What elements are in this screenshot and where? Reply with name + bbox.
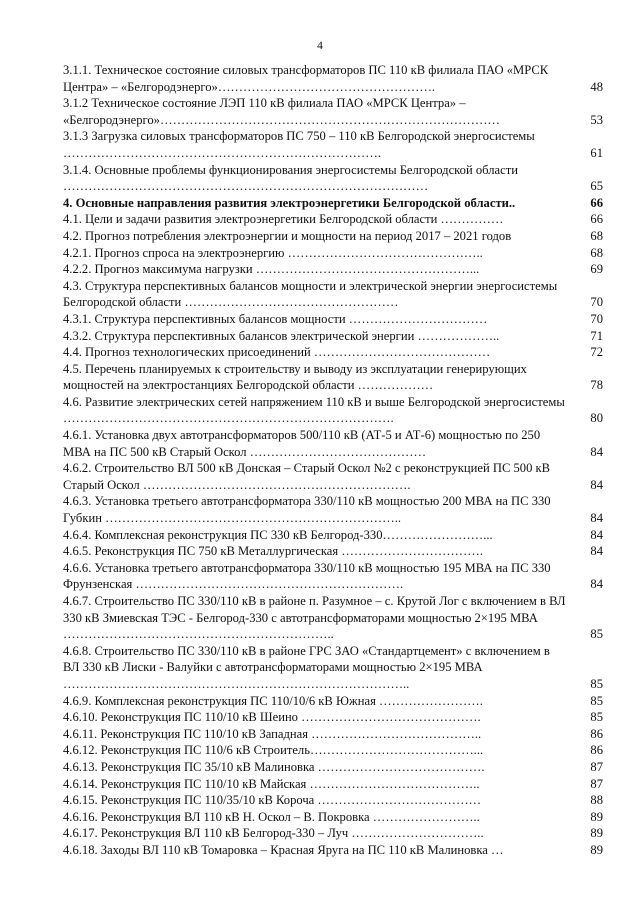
toc-entry-page: 89 xyxy=(590,809,603,824)
toc-entry-page: 85 xyxy=(590,627,603,642)
toc-entry xyxy=(63,62,603,95)
toc-entry xyxy=(63,842,603,859)
toc-entry-page: 68 xyxy=(590,245,603,260)
toc-entry-title: 3.1.4. Основные проблемы функционирования энергосистемы Белгородской области …………………………………………………………………………… xyxy=(63,162,518,194)
toc-entry-page: 80 xyxy=(590,411,603,426)
toc-entry-title: 4.6.1. Установка двух автотрансформаторов 500/110 кВ (АТ-5 и АТ-6) мощностью по 250 МВА на ПС 500 кВ Старый Оскол …………………………………… xyxy=(63,428,541,459)
toc-entry-title: 4.4. Прогноз технологических присоединений …………………………………… xyxy=(63,345,491,360)
toc-entry-page: 70 xyxy=(590,295,603,310)
toc-entry-page: 88 xyxy=(590,793,603,808)
toc-entry-page: 84 xyxy=(590,477,603,492)
page-number: 4 xyxy=(317,40,323,52)
toc-entry-page: 89 xyxy=(590,842,603,857)
toc-entry-title: 4.6.5. Реконструкция ПС 750 кВ Металлургическая ……………………………. xyxy=(63,544,484,559)
toc-entry-page: 84 xyxy=(590,444,603,459)
toc-entry xyxy=(63,643,603,693)
toc-entry-page: 84 xyxy=(590,511,603,526)
toc-entry xyxy=(63,195,603,212)
toc-entry-title: 3.1.1. Техническое состояние силовых трансформаторов ПС 110 кВ филиала ПАО «МРСК Центра» – «Белгородэнерго»……………………………………………. xyxy=(63,63,549,94)
toc-entry-title: 4.6.4. Комплексная реконструкция ПС 330 кВ Белгород-330……………………... xyxy=(63,527,493,542)
toc-entry-title: 3.1.2 Техническое состояние ЛЭП 110 кВ филиала ПАО «МРСК Центра» – «Белгородэнерго»……………………………………………………………………… xyxy=(63,96,501,127)
toc-entry xyxy=(63,245,603,262)
toc-entry-page: 61 xyxy=(590,145,603,160)
toc-entry-page: 87 xyxy=(590,776,603,791)
toc-entry xyxy=(63,344,603,361)
toc-entry xyxy=(63,809,603,826)
toc-entry-page: 68 xyxy=(590,228,603,243)
toc-entry-title: 4.6.14. Реконструкция ПС 110/10 кВ Майская ………………………………….. xyxy=(63,776,480,791)
toc-entry xyxy=(63,742,603,759)
toc-entry-page: 69 xyxy=(590,262,603,277)
toc-entry-title: 4.3.1. Структура перспективных балансов мощности …………………………… xyxy=(63,311,488,326)
toc-entry-title: 4.3. Структура перспективных балансов мощности и электрической энергии энергосистемы Белгородской области …………………………………………… xyxy=(63,278,558,310)
toc-entry-page: 84 xyxy=(590,544,603,559)
toc-entry-title: 4.6.11. Реконструкция ПС 110/10 кВ Западная ………………………………….. xyxy=(63,726,482,741)
toc-entry-title: 4.6.8. Строительство ПС 330/110 кВ в районе ГРС ЗАО «Стандартцемент» с включением в ВЛ 330 кВ Лиски - Валуйки с автотрансформаторами мощностью 2×195 МВА ……………………………………………………………………….. xyxy=(63,643,550,691)
toc-entry-title: 4.6.16. Реконструкция ВЛ 110 кВ Н. Оскол – В. Покровка …………………….. xyxy=(63,809,480,824)
toc-entry xyxy=(63,311,603,328)
toc-entry xyxy=(63,709,603,726)
toc-entry xyxy=(63,493,603,526)
toc-entry-page: 72 xyxy=(590,345,603,360)
toc-entry xyxy=(63,593,603,643)
toc-entry-title: 4.6.13. Реконструкция ПС 35/10 кВ Малиновка …………………………………. xyxy=(63,759,485,774)
toc-entry-page: 78 xyxy=(590,378,603,393)
toc-entry-title: 4.2. Прогноз потребления электроэнергии и мощности на период 2017 – 2021 годов xyxy=(63,228,512,243)
toc-entry-page: 86 xyxy=(590,726,603,741)
toc-entry xyxy=(63,162,603,195)
toc-entry-page: 89 xyxy=(590,826,603,841)
toc-entry-title: 4. Основные направления развития электроэнергетики Белгородской области.. xyxy=(63,195,516,210)
toc-entry-page: 66 xyxy=(590,195,603,210)
toc-entry xyxy=(63,261,603,278)
toc-entry-page: 85 xyxy=(590,693,603,708)
toc-entry-title: 4.6.12. Реконструкция ПС 110/6 кВ Строитель…………………………………... xyxy=(63,743,484,758)
table-of-contents xyxy=(63,62,603,859)
toc-entry-title: 4.2.1. Прогноз спроса на электроэнергию ……………………………………….. xyxy=(63,245,483,260)
toc-entry xyxy=(63,693,603,710)
toc-entry-title: 4.6.3. Установка третьего автотрансформатора 330/110 кВ мощностью 200 МВА на ПС 330 Губкин …………………………………………………………….. xyxy=(63,494,551,526)
toc-entry xyxy=(63,460,603,493)
toc-entry-page: 86 xyxy=(590,743,603,758)
toc-entry xyxy=(63,95,603,128)
toc-entry-title: 4.6.7. Строительство ПС 330/110 кВ в районе п. Разумное – с. Крутой Лог с включением в ВЛ 330 кВ Змиевская ТЭС - Белгород-330 с автотрансформаторами мощностью 2×195 МВА ……………………………………………………….. xyxy=(63,594,566,642)
toc-entry-page: 48 xyxy=(590,79,603,94)
toc-entry xyxy=(63,792,603,809)
toc-entry xyxy=(63,543,603,560)
toc-entry-title: 4.6. Развитие электрических сетей напряжением 110 кВ и выше Белгородской энергосистемы ……………………………………………………………………. xyxy=(63,394,565,426)
toc-entry-page: 85 xyxy=(590,676,603,691)
toc-entry-title: 4.6.15. Реконструкция ПС 110/35/10 кВ Короча ………………………………… xyxy=(63,793,482,808)
toc-entry xyxy=(63,427,603,460)
toc-entry xyxy=(63,825,603,842)
toc-entry xyxy=(63,394,603,427)
toc-entry-title: 4.6.17. Реконструкция ВЛ 110 кВ Белгород-330 – Луч ………………………….. xyxy=(63,826,484,841)
toc-entry-title: 4.6.10. Реконструкция ПС 110/10 кВ Шеино ……………………………………. xyxy=(63,710,481,725)
toc-entry-page: 71 xyxy=(590,328,603,343)
toc-entry xyxy=(63,211,603,228)
toc-entry-page: 84 xyxy=(590,527,603,542)
toc-entry-page: 53 xyxy=(590,112,603,127)
toc-entry-page: 70 xyxy=(590,311,603,326)
toc-entry xyxy=(63,726,603,743)
toc-entry-page: 87 xyxy=(590,759,603,774)
toc-entry xyxy=(63,560,603,593)
toc-entry-title: 4.6.2. Строительство ВЛ 500 кВ Донская – Старый Оскол №2 с реконструкцией ПС 500 кВ Старый Оскол ………………………………………………………. xyxy=(63,461,551,492)
toc-entry xyxy=(63,128,603,161)
toc-entry xyxy=(63,228,603,245)
toc-entry-title: 4.5. Перечень планируемых к строительству и выводу из эксплуатации генерирующих мощностей на электростанциях Белгородской области ……………… xyxy=(63,361,527,393)
toc-entry-page: 65 xyxy=(590,179,603,194)
toc-entry-title: 4.1. Цели и задачи развития электроэнергетики Белгородской области …………… xyxy=(63,212,504,227)
toc-entry-title: 3.1.3 Загрузка силовых трансформаторов ПС 750 – 110 кВ Белгородской энергосистемы …………………………………………………………………. xyxy=(63,129,535,160)
toc-entry-title: 4.6.18. Заходы ВЛ 110 кВ Томаровка – Красная Яруга на ПС 110 кВ Малиновка … xyxy=(63,842,504,857)
toc-entry-page: 85 xyxy=(590,710,603,725)
toc-entry xyxy=(63,759,603,776)
toc-entry xyxy=(63,527,603,544)
toc-entry xyxy=(63,328,603,345)
toc-entry-title: 4.3.2. Структура перспективных балансов электрической энергии ……………….. xyxy=(63,328,500,343)
toc-entry-title: 4.6.6. Установка третьего автотрансформатора 330/110 кВ мощностью 195 МВА на ПС 330 Фрунзенская ………………………………………………………. xyxy=(63,560,551,592)
toc-entry xyxy=(63,776,603,793)
toc-entry-title: 4.6.9. Комплексная реконструкция ПС 110/10/6 кВ Южная ……………………. xyxy=(63,693,483,708)
toc-entry xyxy=(63,278,603,311)
toc-entry-title: 4.2.2. Прогноз максимума нагрузки ……………………………………………... xyxy=(63,262,480,277)
toc-entry-page: 66 xyxy=(590,212,603,227)
toc-entry xyxy=(63,361,603,394)
toc-entry-page: 84 xyxy=(590,577,603,592)
